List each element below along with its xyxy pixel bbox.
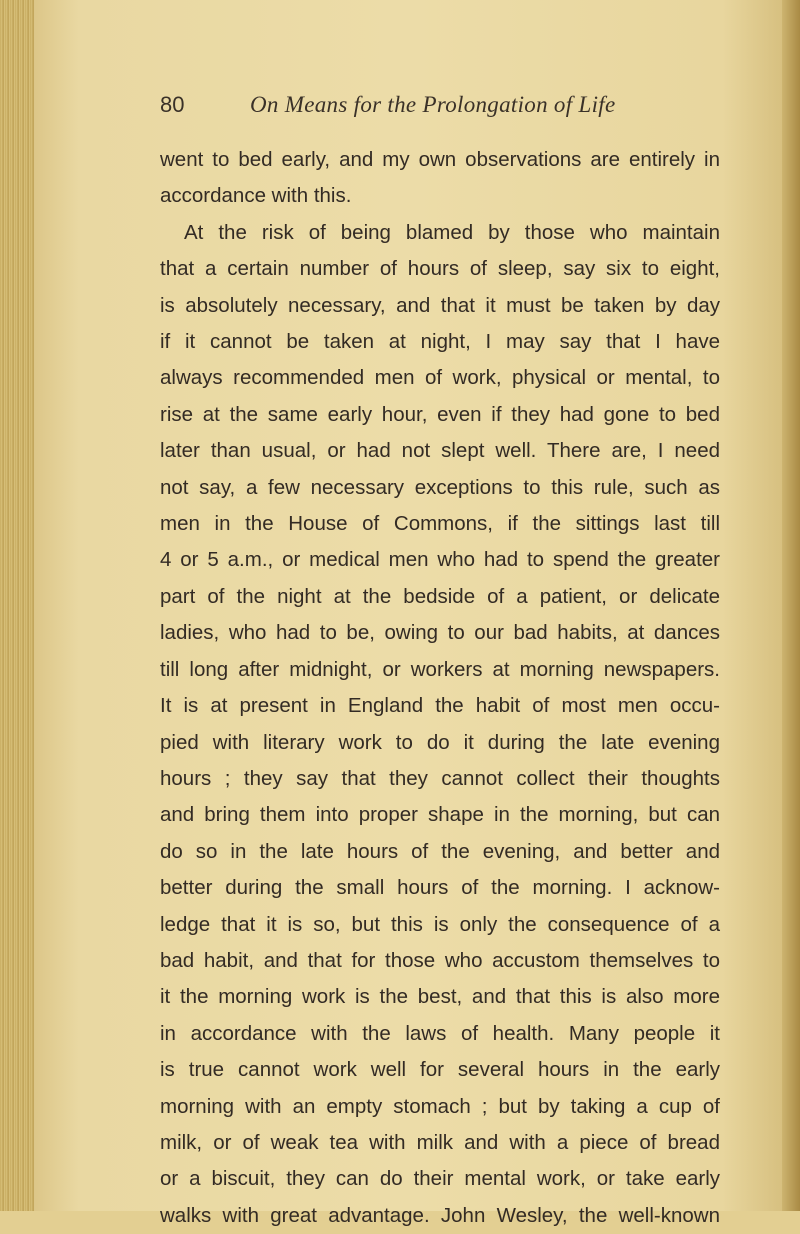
text-line: hours ; they say that they cannot collect their thoughts xyxy=(160,766,720,790)
text-line: morning with an empty stomach ; but by taking a cup of xyxy=(160,1094,720,1118)
page-header xyxy=(160,92,680,126)
text-line: rise at the same early hour, even if they had gone to bed xyxy=(160,402,720,426)
text-line: It is at present in England the habit of most men occu- xyxy=(160,694,720,718)
text-line: and bring them into proper shape in the morning, but can xyxy=(160,803,720,827)
text-line: walks with great advantage. John Wesley, the well-known xyxy=(160,1203,720,1227)
text-line: men in the House of Commons, if the sittings last till xyxy=(160,512,720,536)
text-line: At the risk of being blamed by those who maintain xyxy=(184,220,720,244)
book-page-edges xyxy=(0,0,34,1211)
text-line: till long after midnight, or workers at morning newspapers. xyxy=(160,657,720,681)
text-line: went to bed early, and my own observations are entirely in xyxy=(160,148,720,171)
text-line: pied with literary work to do it during the late evening xyxy=(160,730,720,754)
text-line: if it cannot be taken at night, I may say that I have xyxy=(160,330,720,354)
text-line: accordance with this. xyxy=(160,184,352,208)
text-line: milk, or of weak tea with milk and with a piece of bread xyxy=(160,1130,720,1154)
text-line: do so in the late hours of the evening, and better and xyxy=(160,839,720,863)
text-line: later than usual, or had not slept well. There are, I need xyxy=(160,439,720,463)
text-line: better during the small hours of the morning. I acknow- xyxy=(160,876,720,900)
text-line: or a biscuit, they can do their mental work, or take early xyxy=(160,1167,720,1191)
text-line: in accordance with the laws of health. Many people it xyxy=(160,1021,720,1045)
text-line: is true cannot work well for several hours in the early xyxy=(160,1058,720,1082)
text-line: ledge that it is so, but this is only the consequence of a xyxy=(160,912,720,936)
text-line: ladies, who had to be, owing to our bad habits, at dances xyxy=(160,621,720,645)
book-right-edge xyxy=(782,0,800,1211)
text-line: bad habit, and that for those who accustom themselves to xyxy=(160,948,720,972)
text-line: that a certain number of hours of sleep, say six to eight, xyxy=(160,257,720,281)
text-line: always recommended men of work, physical or mental, to xyxy=(160,366,720,390)
running-title: On Means for the Prolongation of Life xyxy=(250,92,616,117)
body-text xyxy=(160,142,720,1234)
text-line: part of the night at the bedside of a patient, or delicate xyxy=(160,584,720,608)
text-line: it the morning work is the best, and that this is also more xyxy=(160,985,720,1009)
text-line: is absolutely necessary, and that it must be taken by day xyxy=(160,293,720,317)
page-number: 80 xyxy=(160,92,185,117)
text-line: not say, a few necessary exceptions to this rule, such as xyxy=(160,475,720,499)
text-line: 4 or 5 a.m., or medical men who had to spend the greater xyxy=(160,548,720,572)
